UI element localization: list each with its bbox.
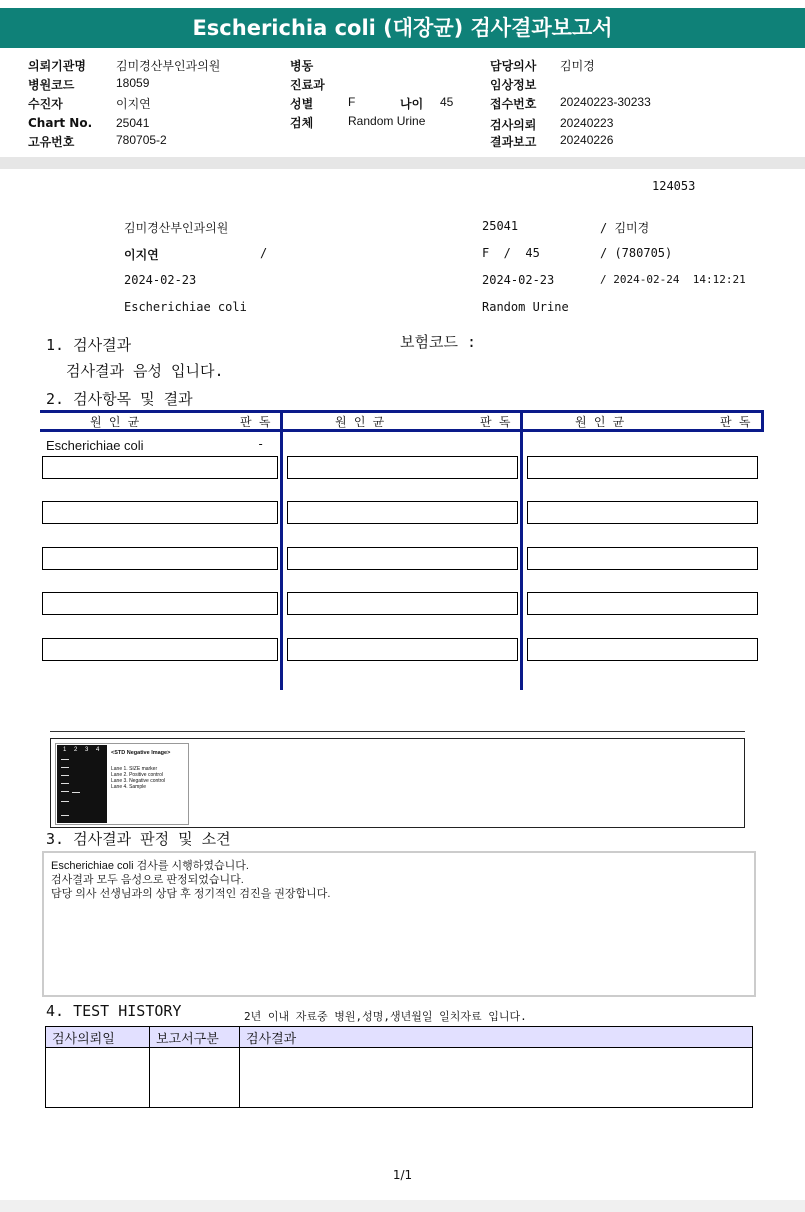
opinion-box [42,851,756,997]
empty-cell [42,456,278,479]
header-divider [0,157,805,169]
history-note: 2년 이내 자료중 병원,성명,생년월일 일치자료 입니다. [244,1010,527,1023]
lane-4-label: 4 [96,747,100,753]
opinion-line-2: 검사결과 모두 음성으로 판정되었습니다. [51,874,244,886]
section1-title: 1. 검사결과 [46,336,132,354]
marker-band [61,759,69,760]
institution-value: 김미경산부인과의원 [116,59,221,73]
recipient-value: 이지연 [116,97,151,111]
positive-control-band [72,792,80,793]
table-row [46,1048,753,1108]
report-date-value: 20240226 [560,133,614,147]
sex-value: F [348,95,356,109]
result-organism: Escherichiae coli [46,438,144,453]
table-top-border [40,410,764,413]
col-header-judge-1: 판 독 [240,415,271,429]
info-report-datetime: / 2024-02-24 14:12:21 [600,273,746,286]
col-header-cause-1: 원 인 균 [90,415,140,429]
empty-cell [527,638,758,661]
info-receipt-date: 2024-02-23 [482,273,555,287]
history-col-result: 검사결과 [240,1027,753,1048]
history-table [45,1026,753,1108]
marker-band [61,767,69,768]
receipt-no-value: 20240223-30233 [560,95,651,109]
age-label: 나이 [400,97,424,111]
chart-no-value: 25041 [116,116,150,130]
report-title: Escherichia coli (대장균) 검사결과보고서 [0,8,805,48]
section3-title: 3. 검사결과 판정 및 소견 [46,830,231,848]
opinion-line-3: 담당 의사 선생님과의 상담 후 정기적인 검진을 권장합니다. [51,888,331,900]
hospital-code-label: 병원코드 [28,78,75,92]
info-name-separator: / [260,246,268,260]
lane-1-label: 1 [63,747,67,753]
col-header-cause-2: 원 인 균 [335,415,385,429]
empty-cell [42,592,278,615]
department-label: 진료과 [290,78,325,92]
gel-heading: <STD Negative Image> [111,750,171,756]
image-top-rule [50,731,745,732]
marker-band [61,815,69,816]
gel-legend-2: Lane 2. Positive control [111,772,163,778]
unique-no-value: 780705-2 [116,133,167,147]
empty-cell [42,501,278,524]
gel-image [55,743,189,825]
page-number: 1/1 [392,1168,413,1182]
table-right-edge [761,410,764,432]
info-name: 이지연 [124,248,159,262]
chart-no-label: Chart No. [28,116,93,130]
gel-lanes-panel [57,745,107,823]
empty-cell [527,501,758,524]
empty-cell [527,456,758,479]
marker-band [61,775,69,776]
section4-title: 4. TEST HISTORY [46,1002,182,1020]
gel-legend-4: Lane 4. Sample [111,784,147,790]
result-judgement: - [257,437,265,451]
history-cell [46,1048,150,1108]
info-doctor: / 김미경 [600,221,650,235]
sex-label: 성별 [290,97,314,111]
history-col-request-date: 검사의뢰일 [46,1027,150,1048]
col-header-judge-3: 판 독 [720,415,751,429]
info-request-date: 2024-02-23 [124,273,197,287]
empty-cell [42,638,278,661]
empty-cell [527,592,758,615]
empty-cell [287,638,518,661]
lane-2-label: 2 [74,747,78,753]
empty-cell [42,547,278,570]
request-date-label: 검사의뢰 [490,118,537,132]
gel-image-frame [50,738,745,828]
table-col-divider-1 [280,410,283,690]
hospital-code-value: 18059 [116,76,150,90]
empty-cell [287,592,518,615]
insurance-code-label: 보험코드 : [400,333,477,351]
history-cell [150,1048,240,1108]
history-col-report-type: 보고서구분 [150,1027,240,1048]
lane-3-label: 3 [85,747,89,753]
gel-legend-3: Lane 3. Negative control [111,778,166,784]
info-sex-age: F / 45 [482,246,540,260]
col-header-cause-3: 원 인 균 [575,415,625,429]
col-header-judge-2: 판 독 [480,415,511,429]
info-specimen: Random Urine [482,300,569,314]
opinion-line-1: Escherichiae coli 검사를 시행하였습니다. [51,860,249,872]
report-date-label: 결과보고 [490,135,537,149]
empty-cell [527,547,758,570]
doctor-value: 김미경 [560,59,595,73]
marker-band [61,791,69,792]
clinical-info-label: 임상정보 [490,78,537,92]
marker-band [61,801,69,802]
unique-no-label: 고유번호 [28,135,75,149]
empty-cell [287,547,518,570]
ward-label: 병동 [290,59,314,73]
gel-legend-1: Lane 1. SIZE marker [111,766,158,772]
request-date-value: 20240223 [560,116,614,130]
info-institution: 김미경산부인과의원 [124,221,229,235]
specimen-value: Random Urine [348,114,426,128]
empty-cell [287,456,518,479]
doctor-label: 담당의사 [490,59,537,73]
info-birth: / (780705) [600,246,673,260]
section2-title: 2. 검사항목 및 결과 [46,390,193,408]
table-header-border [40,429,764,432]
institution-label: 의뢰기관명 [28,59,86,73]
specimen-label: 검체 [290,116,314,130]
recipient-label: 수진자 [28,97,63,111]
info-chart: 25041 [482,219,519,233]
table-col-divider-2 [520,410,523,690]
receipt-no-label: 접수번호 [490,97,537,111]
marker-band [61,783,69,784]
empty-cell [287,501,518,524]
age-value: 45 [440,95,454,109]
info-test-name: Escherichiae coli [124,300,247,314]
history-cell [240,1048,753,1108]
result-summary: 검사결과 음성 입니다. [66,362,224,380]
report-code: 124053 [652,179,696,193]
